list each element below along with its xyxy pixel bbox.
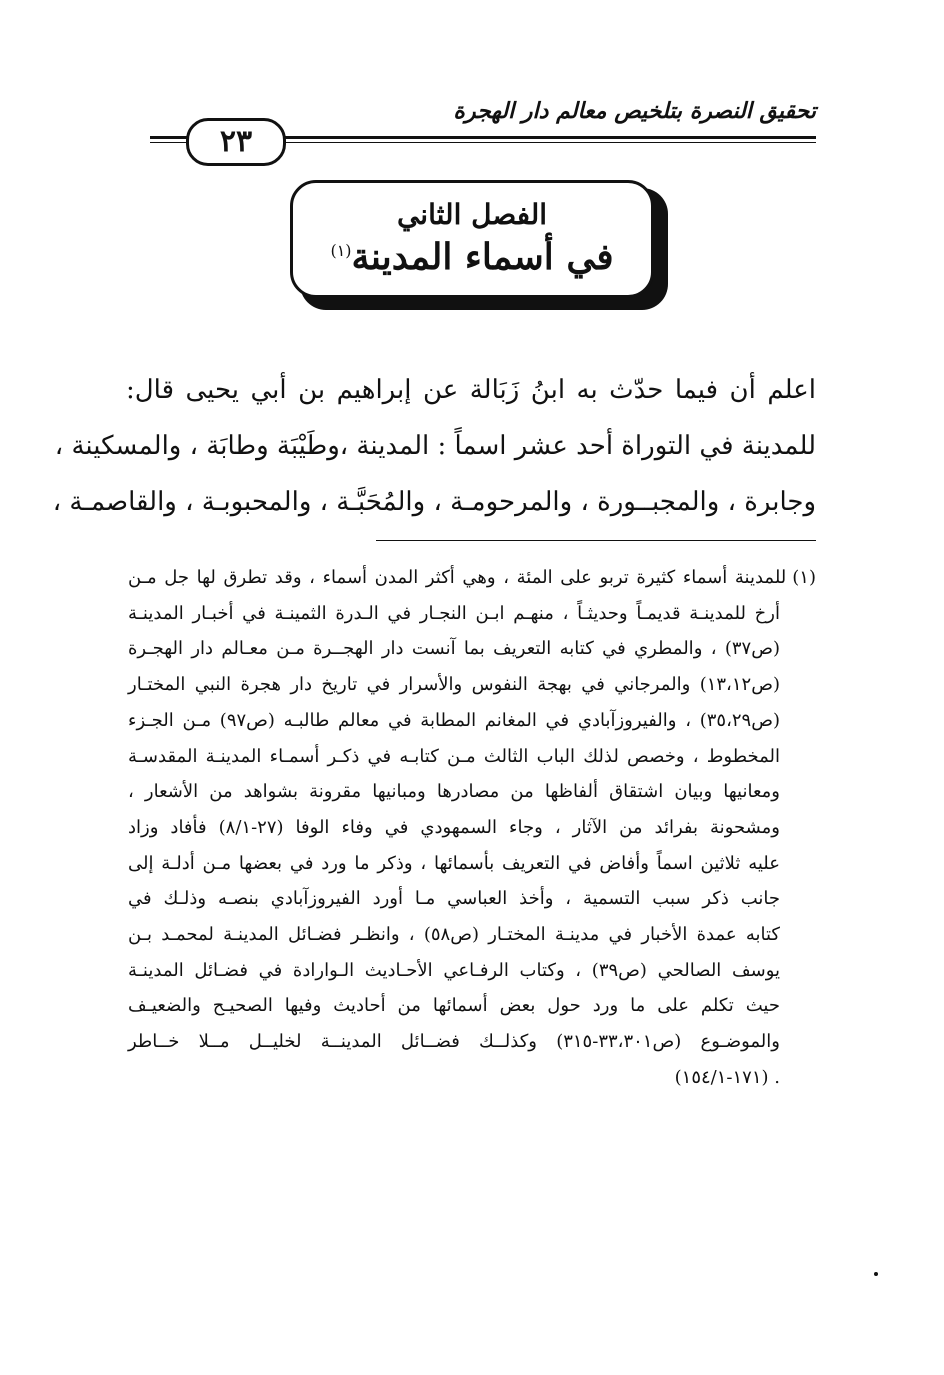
chapter-title <box>330 234 613 281</box>
footnote-line: كتابه عمدة الأخبار في مدينـة المختـار (ص٥٨) ، وانظـر فضـائل المدينـة لمحمـد بـن <box>128 924 780 946</box>
body-line: للمدينة في التوراة أحد عشر اسماً : المدينة ،وطَيْبَة وطابَة ، والمسكينة ، <box>54 431 816 461</box>
body-line: وجابرة ، والمجبــورة ، والمرحومـة ، والمُحَبَّـة ، والمحبوبـة ، والقاصمـة ، <box>52 487 816 517</box>
body-line: اعلم أن فيما حدّث به ابنُ زَبَالة عن إبراهيم بن أبي يحيى قال: <box>126 375 816 405</box>
footnote-line: يوسف الصالحي (ص٣٩) ، وكتاب الرفـاعي الأحـاديث الـوارادة في فضـائل المدينـة <box>128 959 781 981</box>
footnote-line: والموضـوع (ص٣٣،٣٠١-٣١٥) وكذلــك فضــائل المدينــة لخليــل مــلا خــاطر <box>128 1031 780 1053</box>
chapter-title-text: في أسماء المدينة <box>351 235 614 278</box>
chapter-label: الفصل الثاني <box>396 198 548 232</box>
chapter-title-box <box>290 180 654 298</box>
footnote-marker: (١) <box>792 567 816 588</box>
footnote-line: أرخ للمدينـة قديمـاً وحديثـاً ، منهـم ابـن النجـار في الـدرة الثمينـة في أخبـار المدينـة <box>128 602 780 624</box>
body-text <box>52 362 816 530</box>
footnote-line: عليه ثلاثين اسماً وأفاض في التعريف بأسمائها ، وذكر ما ورد في بعضها مـن أدلـة إلى <box>128 852 780 874</box>
footnote-line: (ص١٣،١٢) والمرجاني في بهجة النفوس والأسرار في تاريخ دار هجرة النبي المختـار <box>128 674 780 696</box>
page-number-frame <box>186 118 286 166</box>
page-number: ٢٣ <box>219 124 253 159</box>
footnote-line: ومعانيها وبيان اشتقاق ألفاظها من مصادرها ومبانيها مقرونة بشواهد من الأشعار ، <box>128 781 780 803</box>
footnote-line: ومشحونة بفرائد من الآثار ، وجاء السمهودي في وفاء الوفا (٢٧-٨/١) فأفاد وزاد <box>128 816 781 838</box>
footnote-separator <box>376 540 816 541</box>
footnote <box>128 560 816 1096</box>
footnote-line: المخطوط ، وخصص لذلك الباب الثالث مـن كتابـه في ذكـر أسمـاء المدينـة المقدسـة <box>128 745 780 767</box>
footnote-line-text: للمدينة أسماء كثيرة تربو على المئة ، وهي أكثر المدن أسماء ، وقد تطرق لها جل مـن <box>128 567 787 588</box>
chapter-footnote-ref: (١) <box>330 240 352 260</box>
footnote-line: (ص٣٥،٢٩) ، والفيروزآبادي في المغانم المطابة في معالم طالبـه (ص٩٧) مـن الجـزء <box>128 709 781 731</box>
stray-mark <box>874 1272 878 1276</box>
footnote-line: حيث تكلم على ما ورد حول بعض أسمائها من أحاديث وفيها الصحيـح والضعيـف <box>128 995 780 1017</box>
running-header-title: تحقيق النصرة بتلخيص معالم دار الهجرة <box>453 98 816 124</box>
footnote-line: . (١٧١-١٥٤/١) <box>674 1066 780 1088</box>
footnote-line <box>128 560 816 596</box>
footnote-line: (ص٣٧) ، والمطري في كتابه التعريف بما آنست دار الهجــرة مـن معـالم دار الهجـرة <box>128 638 780 660</box>
footnote-line: جانب ذكر سبب التسمية ، وأخذ العباسي مـا أورد الفيروزآبادي بنصـه وذلـك في <box>128 888 780 910</box>
